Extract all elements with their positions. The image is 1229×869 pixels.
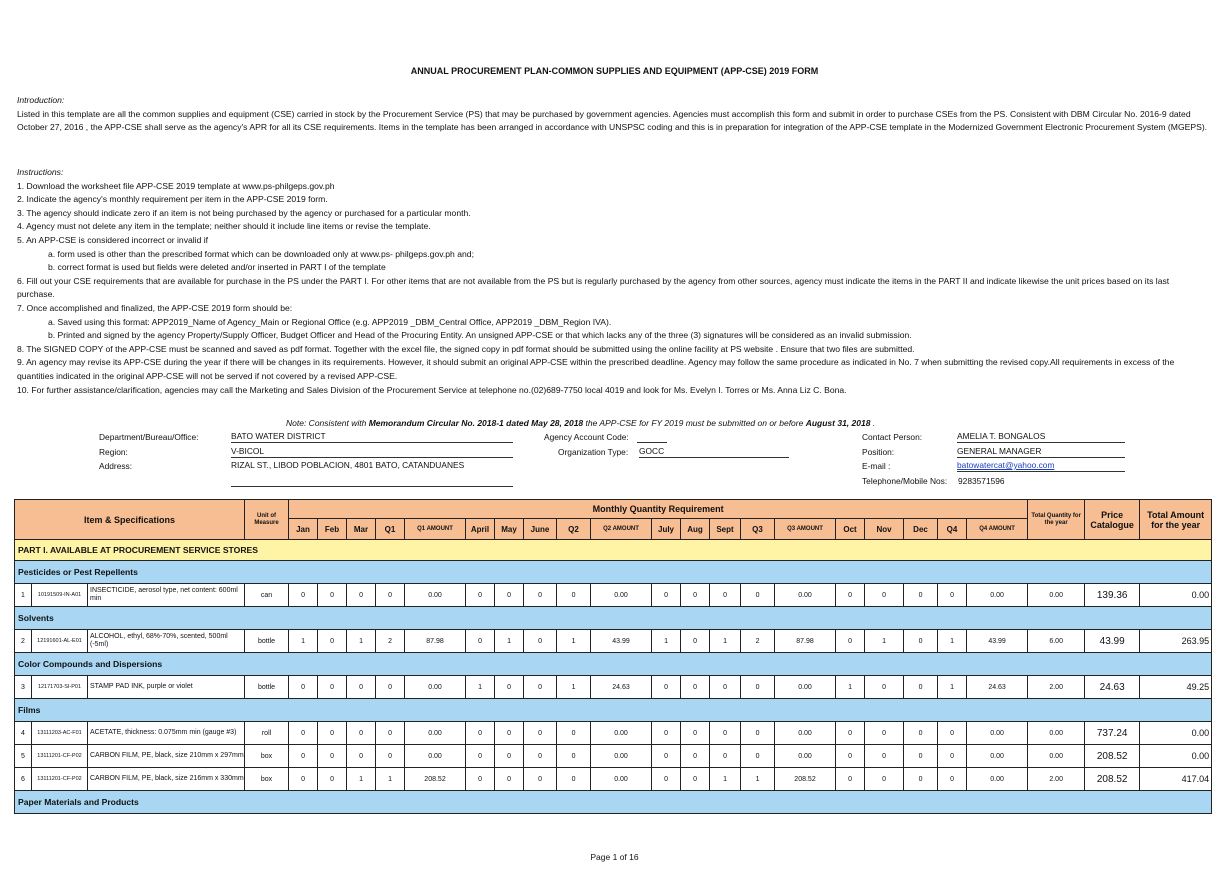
quantity-cell: 0 — [865, 676, 904, 699]
item-description: INSECTICIDE, aerosol type, net content: 600ml min — [88, 584, 245, 607]
quantity-cell: 1 — [347, 630, 376, 653]
quantity-cell: 0 — [557, 768, 591, 791]
instruction-sub: b. Printed and signed by the agency Property/Supply Officer, Budget Officer and Head of the Procuring Entity. An unsigned APP-CSE or that which lacks any of the three (3) signatures will be considered as an invalid submission. — [48, 330, 912, 341]
quantity-cell: 0 — [466, 768, 495, 791]
item-price: 24.63 — [1085, 676, 1140, 699]
header-month: April — [466, 519, 495, 540]
quantity-cell: 0 — [741, 676, 775, 699]
quantity-cell: 0 — [938, 768, 967, 791]
header-month: Q1 AMOUNT — [405, 519, 466, 540]
quantity-cell: 0.00 — [775, 722, 836, 745]
quantity-cell: 1 — [347, 768, 376, 791]
quantity-cell: 1 — [557, 630, 591, 653]
quantity-cell: 1 — [865, 630, 904, 653]
quantity-cell: 0 — [524, 745, 557, 768]
quantity-cell: 0 — [376, 745, 405, 768]
quantity-cell: 0 — [557, 584, 591, 607]
header-month: Q4 AMOUNT — [967, 519, 1028, 540]
quantity-cell: 0 — [495, 768, 524, 791]
quantity-cell: 0 — [289, 768, 318, 791]
address-value: RIZAL ST., LIBOD POBLACION, 4801 BATO, CATANDUANES — [231, 460, 465, 470]
quantity-cell: 0 — [904, 584, 938, 607]
quantity-cell: 0 — [938, 745, 967, 768]
table-row — [15, 722, 1212, 745]
quantity-cell: 1 — [466, 676, 495, 699]
quantity-cell: 1 — [710, 768, 741, 791]
dept-value: BATO WATER DISTRICT — [231, 431, 513, 443]
quantity-cell: 0 — [376, 722, 405, 745]
quantity-cell: 0 — [681, 722, 710, 745]
quantity-cell: 0.00 — [591, 745, 652, 768]
instruction-line: 9. An agency may revise its APP-CSE during the year if there will be changes in its requirements. However, it should submit an original APP-CSE within the prescribed deadline. Agency may follow the same procedure as indicated in No. 7 when submitting the revised copy.All requirements in excess of the quantities indicated in the original APP-CSE will not be served if not covered by a revised APP-CSE. — [17, 357, 1175, 381]
item-price: 139.36 — [1085, 584, 1140, 607]
instruction-line: 6. Fill out your CSE requirements that are available for purchase in the PS under the PART I. For other items that are not available from the PS but is regularly purchased by the agency from other sources, agency must indicate the items in the PART II and indicate likewise the unit prices based on its last purchase. — [17, 275, 1170, 300]
header-month: Nov — [865, 519, 904, 540]
quantity-cell: 0 — [347, 745, 376, 768]
telephone-value: 9283571596 — [958, 476, 1005, 486]
header-month: Feb — [318, 519, 347, 540]
category-heading: Solvents — [15, 607, 1212, 630]
quantity-cell: 0 — [466, 722, 495, 745]
item-price: 43.99 — [1085, 630, 1140, 653]
header-month: Q3 — [741, 519, 775, 540]
introduction — [17, 94, 1209, 135]
quantity-cell: 0 — [904, 722, 938, 745]
quantity-cell: 0 — [495, 722, 524, 745]
contact-label: Contact Person: — [862, 432, 923, 442]
item-total-amount: 263.95 — [1140, 630, 1212, 653]
item-total-quantity: 2.00 — [1028, 676, 1085, 699]
category-heading: Color Compounds and Dispersions — [15, 653, 1212, 676]
quantity-cell: 0 — [524, 768, 557, 791]
item-total-amount: 0.00 — [1140, 584, 1212, 607]
instruction-sub: a. form used is other than the prescribed format which can be downloaded only at www.ps- philgeps.gov.ph and; — [48, 248, 474, 259]
item-description: STAMP PAD INK, purple or violet — [88, 676, 245, 699]
quantity-cell: 0.00 — [967, 584, 1028, 607]
quantity-cell: 0.00 — [967, 745, 1028, 768]
page-number: Page 1 of 16 — [590, 852, 639, 862]
note-deadline: August 31, 2018 — [805, 418, 871, 428]
table-row — [15, 584, 1212, 607]
header-month: Sept — [710, 519, 741, 540]
address-label: Address: — [99, 461, 133, 471]
quantity-cell: 43.99 — [591, 630, 652, 653]
category-heading: Paper Materials and Products — [15, 791, 1212, 814]
quantity-cell: 0 — [836, 722, 865, 745]
header-month: July — [652, 519, 681, 540]
quantity-cell: 0 — [495, 745, 524, 768]
dept-label: Department/Bureau/Office: — [99, 432, 199, 442]
quantity-cell: 0 — [904, 745, 938, 768]
instruction-line: 10. For further assistance/clarification, agencies may call the Marketing and Sales Division of the Procurement Service at telephone no.(02)689-7750 local 4019 and look for Ms. Evelyn I. Torres or Ms. Anna Liz C. Bona. — [17, 384, 847, 395]
item-description: CARBON FILM, PE, black, size 210mm x 297mm — [88, 745, 245, 768]
header-month: Dec — [904, 519, 938, 540]
header-month: Q1 — [376, 519, 405, 540]
quantity-cell: 0 — [865, 745, 904, 768]
quantity-cell: 0 — [710, 584, 741, 607]
account-code-value — [637, 431, 667, 443]
quantity-cell: 0.00 — [775, 584, 836, 607]
item-total-quantity: 6.00 — [1028, 630, 1085, 653]
quantity-cell: 0 — [652, 722, 681, 745]
item-code: 12191601-AL-E01 — [32, 630, 88, 653]
region-label: Region: — [99, 447, 128, 457]
header-month: Q2 — [557, 519, 591, 540]
quantity-cell: 208.52 — [405, 768, 466, 791]
item-unit: bottle — [245, 676, 289, 699]
quantity-cell: 0 — [466, 745, 495, 768]
quantity-cell: 0 — [652, 676, 681, 699]
quantity-cell: 0 — [289, 584, 318, 607]
quantity-cell: 1 — [289, 630, 318, 653]
quantity-cell: 208.52 — [775, 768, 836, 791]
table-row — [15, 768, 1212, 791]
quantity-cell: 0 — [524, 584, 557, 607]
org-type-label: Organization Type: — [558, 447, 629, 457]
quantity-cell: 0 — [904, 630, 938, 653]
header-month: Aug — [681, 519, 710, 540]
header-month: Oct — [836, 519, 865, 540]
item-unit: bottle — [245, 630, 289, 653]
part-heading: PART I. AVAILABLE AT PROCUREMENT SERVICE STORES — [15, 540, 1212, 561]
header-month: June — [524, 519, 557, 540]
quantity-cell: 0 — [741, 722, 775, 745]
quantity-cell: 2 — [741, 630, 775, 653]
instruction-line: 2. Indicate the agency's monthly requirement per item in the APP-CSE 2019 form. — [17, 194, 328, 205]
instruction-line: 7. Once accomplished and finalized, the APP-CSE 2019 form should be: — [17, 302, 293, 313]
quantity-cell: 1 — [938, 630, 967, 653]
quantity-cell: 0 — [557, 745, 591, 768]
quantity-cell: 0 — [904, 768, 938, 791]
quantity-cell: 0.00 — [967, 768, 1028, 791]
item-code: 13111201-CF-P02 — [32, 745, 88, 768]
quantity-cell: 0 — [741, 745, 775, 768]
instruction-line: 5. An APP-CSE is considered incorrect or invalid if — [17, 234, 209, 245]
note-text: the APP-CSE for FY 2019 must be submitted on or before — [583, 418, 806, 428]
quantity-cell: 0.00 — [405, 584, 466, 607]
org-type-value: GOCC — [639, 446, 789, 458]
item-description: ACETATE, thickness: 0.075mm min (gauge #3) — [88, 722, 245, 745]
quantity-cell: 0 — [289, 676, 318, 699]
account-code-label: Agency Account Code: — [544, 432, 629, 442]
item-total-quantity: 2.00 — [1028, 768, 1085, 791]
instructions-heading: Instructions: — [17, 167, 64, 177]
telephone-label: Telephone/Mobile Nos: — [862, 476, 948, 486]
quantity-cell: 0 — [938, 584, 967, 607]
quantity-cell: 24.63 — [967, 676, 1028, 699]
note-circular: Memorandum Circular No. 2018-1 dated May 28, 2018 — [368, 418, 584, 428]
quantity-cell: 0 — [652, 768, 681, 791]
quantity-cell: 0 — [681, 768, 710, 791]
header-item: Item & Specifications — [15, 500, 245, 540]
quantity-cell: 0.00 — [405, 722, 466, 745]
quantity-cell: 0.00 — [591, 584, 652, 607]
form-title: ANNUAL PROCUREMENT PLAN-COMMON SUPPLIES AND EQUIPMENT (APP-CSE) 2019 FORM — [410, 66, 819, 76]
quantity-cell: 0 — [904, 676, 938, 699]
quantity-cell: 0 — [318, 630, 347, 653]
quantity-cell: 0 — [347, 722, 376, 745]
table-row — [15, 745, 1212, 768]
item-number: 3 — [15, 676, 32, 699]
quantity-cell: 0 — [524, 630, 557, 653]
item-number: 5 — [15, 745, 32, 768]
instruction-line: 4. Agency must not delete any item in the template; neither should it include line items or revise the template. — [17, 221, 431, 232]
table-row — [15, 676, 1212, 699]
header-month: May — [495, 519, 524, 540]
quantity-cell: 0 — [524, 722, 557, 745]
category-heading: Pesticides or Pest Repellents — [15, 561, 1212, 584]
position-label: Position: — [862, 447, 895, 457]
quantity-cell: 0 — [710, 722, 741, 745]
instruction-line: 8. The SIGNED COPY of the APP-CSE must be scanned and saved as pdf format. Together with the excel file, the signed copy in pdf format should be submitted using the online facility at PS website . Ensure that two files are submitted. — [17, 343, 915, 354]
quantity-cell: 0 — [318, 745, 347, 768]
quantity-cell: 0 — [865, 722, 904, 745]
quantity-cell: 2 — [376, 630, 405, 653]
submission-note — [286, 418, 875, 428]
item-price: 208.52 — [1085, 768, 1140, 791]
item-unit: box — [245, 768, 289, 791]
procurement-table — [14, 499, 1212, 814]
quantity-cell: 0 — [376, 676, 405, 699]
item-number: 4 — [15, 722, 32, 745]
item-total-quantity: 0.00 — [1028, 722, 1085, 745]
item-number: 6 — [15, 768, 32, 791]
contact-value: AMELIA T. BONGALOS — [957, 431, 1125, 443]
item-code: 13111201-CF-P02 — [32, 768, 88, 791]
instruction-sub: a. Saved using this format: APP2019_Name of Agency_Main or Regional Office (e.g. APP2019 _DBM_Central Office, APP2019 _DBM_Region IVA). — [48, 316, 612, 327]
instruction-line: 1. Download the worksheet file APP-CSE 2019 template at www.ps-philgeps.gov.ph — [17, 180, 335, 191]
table-row — [15, 630, 1212, 653]
instruction-line: 3. The agency should indicate zero if an item is not being purchased by the agency or purchased for a particular month. — [17, 207, 471, 218]
item-description: ALCOHOL, ethyl, 68%-70%, scented, 500ml (-5ml) — [88, 630, 245, 653]
quantity-cell: 0 — [710, 676, 741, 699]
header-total-amount: Total Amount for the year — [1140, 500, 1212, 540]
quantity-cell: 0 — [836, 630, 865, 653]
quantity-cell: 0.00 — [775, 745, 836, 768]
quantity-cell: 0 — [865, 584, 904, 607]
quantity-cell: 0 — [376, 584, 405, 607]
quantity-cell: 0 — [681, 630, 710, 653]
introduction-heading: Introduction: — [17, 95, 65, 105]
quantity-cell: 0 — [347, 676, 376, 699]
item-unit: box — [245, 745, 289, 768]
quantity-cell: 0 — [865, 768, 904, 791]
header-month: Q4 — [938, 519, 967, 540]
quantity-cell: 0 — [681, 584, 710, 607]
item-number: 2 — [15, 630, 32, 653]
item-code: 13111203-AC-F01 — [32, 722, 88, 745]
quantity-cell: 0 — [289, 722, 318, 745]
quantity-cell: 1 — [836, 676, 865, 699]
quantity-cell: 0 — [681, 745, 710, 768]
quantity-cell: 0 — [289, 745, 318, 768]
item-number: 1 — [15, 584, 32, 607]
quantity-cell: 0.00 — [405, 676, 466, 699]
quantity-cell: 1 — [710, 630, 741, 653]
position-value: GENERAL MANAGER — [957, 446, 1125, 458]
quantity-cell: 24.63 — [591, 676, 652, 699]
item-total-amount: 0.00 — [1140, 722, 1212, 745]
item-code: 12171703-SI-P01 — [32, 676, 88, 699]
item-price: 208.52 — [1085, 745, 1140, 768]
quantity-cell: 43.99 — [967, 630, 1028, 653]
quantity-cell: 1 — [741, 768, 775, 791]
header-month: Q3 AMOUNT — [775, 519, 836, 540]
instructions — [17, 166, 1209, 397]
quantity-cell: 0.00 — [775, 676, 836, 699]
item-code: 10191509-IN-A01 — [32, 584, 88, 607]
quantity-cell: 0.00 — [591, 722, 652, 745]
quantity-cell: 87.98 — [775, 630, 836, 653]
quantity-cell: 87.98 — [405, 630, 466, 653]
address-line — [231, 486, 513, 487]
quantity-cell: 0 — [938, 722, 967, 745]
header-price: Price Catalogue — [1085, 500, 1140, 540]
item-total-amount: 417.04 — [1140, 768, 1212, 791]
quantity-cell: 0 — [836, 745, 865, 768]
quantity-cell: 0 — [318, 768, 347, 791]
quantity-cell: 0 — [710, 745, 741, 768]
item-price: 737.24 — [1085, 722, 1140, 745]
item-unit: can — [245, 584, 289, 607]
quantity-cell: 1 — [557, 676, 591, 699]
quantity-cell: 1 — [495, 630, 524, 653]
category-heading: Films — [15, 699, 1212, 722]
quantity-cell: 1 — [376, 768, 405, 791]
quantity-cell: 0 — [495, 584, 524, 607]
quantity-cell: 0 — [836, 584, 865, 607]
header-monthly-quantity: Monthly Quantity Requirement — [289, 500, 1028, 519]
instruction-sub: b. correct format is used but fields were deleted and/or inserted in PART I of the template — [48, 262, 386, 273]
header-month: Jan — [289, 519, 318, 540]
quantity-cell: 0 — [318, 584, 347, 607]
quantity-cell: 0.00 — [967, 722, 1028, 745]
header-total-quantity: Total Quantity for the year — [1028, 500, 1085, 540]
note-text: . — [870, 418, 876, 428]
email-value[interactable]: batowatercat@yahoo.com — [957, 460, 1125, 472]
header-month: Q2 AMOUNT — [591, 519, 652, 540]
quantity-cell: 0 — [466, 584, 495, 607]
quantity-cell: 0 — [652, 584, 681, 607]
item-unit: roll — [245, 722, 289, 745]
item-total-amount: 49.25 — [1140, 676, 1212, 699]
quantity-cell: 0 — [652, 745, 681, 768]
item-total-quantity: 0.00 — [1028, 745, 1085, 768]
header-month: Mar — [347, 519, 376, 540]
email-label: E-mail : — [862, 461, 891, 471]
quantity-cell: 0 — [681, 676, 710, 699]
quantity-cell: 0 — [741, 584, 775, 607]
item-total-quantity: 0.00 — [1028, 584, 1085, 607]
quantity-cell: 0 — [495, 676, 524, 699]
quantity-cell: 0 — [318, 722, 347, 745]
quantity-cell: 0 — [347, 584, 376, 607]
quantity-cell: 0.00 — [405, 745, 466, 768]
quantity-cell: 0 — [466, 630, 495, 653]
quantity-cell: 0.00 — [591, 768, 652, 791]
item-description: CARBON FILM, PE, black, size 216mm x 330mm — [88, 768, 245, 791]
quantity-cell: 1 — [938, 676, 967, 699]
introduction-text: Listed in this template are all the common supplies and equipment (CSE) carried in stock by the Procurement Service (PS) that may be purchased by government agencies. Agencies must accomplish this form and submit in order to purchase CSEs from the PS. Consistent with DBM Circular No. 2016-9 dated October 27, 2016 , the APP-CSE shall serve as the agency's APR for all its CSE requirements. Items in the template has been arranged in accordance with UNSPSC coding and this is in preparation for integration of the APP-CSE template in the Modernized Government Electronic Procurement System (MGEPS). — [17, 108, 1208, 133]
quantity-cell: 1 — [652, 630, 681, 653]
quantity-cell: 0 — [318, 676, 347, 699]
item-total-amount: 0.00 — [1140, 745, 1212, 768]
note-text: Note: Consistent with — [286, 418, 369, 428]
region-value: V-BICOL — [231, 446, 513, 458]
quantity-cell: 0 — [557, 722, 591, 745]
quantity-cell: 0 — [524, 676, 557, 699]
header-unit: Unit of Measure — [245, 500, 289, 540]
quantity-cell: 0 — [836, 768, 865, 791]
